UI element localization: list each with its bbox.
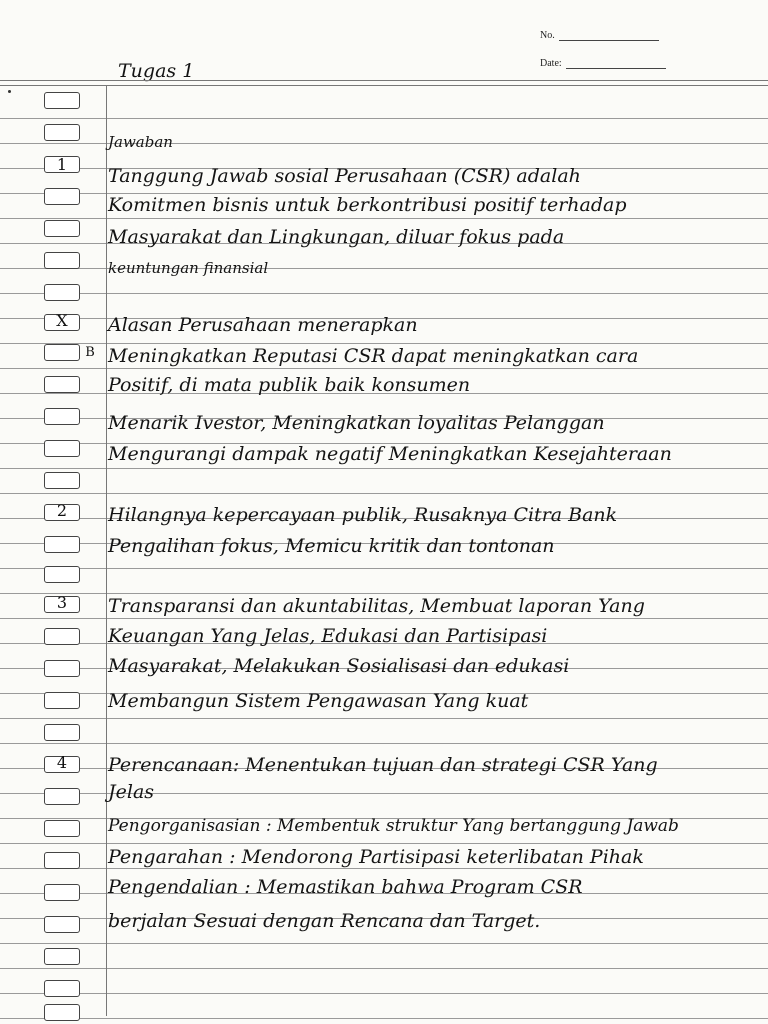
margin-checkbox xyxy=(44,566,80,583)
rule-line xyxy=(0,993,768,994)
margin-checkbox xyxy=(44,724,80,741)
margin-checkbox xyxy=(44,660,80,677)
rule-line xyxy=(0,568,768,569)
margin-checkbox xyxy=(44,820,80,837)
date-label: Date: xyxy=(540,58,562,69)
margin-checkbox xyxy=(44,284,80,301)
text-line: Jelas xyxy=(108,781,155,803)
margin-checkbox xyxy=(44,188,80,205)
text-line: Pengalihan fokus, Memicu kritik dan tontonan xyxy=(108,535,555,557)
text-line: Masyarakat dan Lingkungan, diluar fokus pada xyxy=(108,226,565,248)
margin-line xyxy=(106,86,107,1016)
text-line: Pengarahan : Mendorong Partisipasi keterlibatan Pihak xyxy=(108,846,644,868)
rule-line xyxy=(0,743,768,744)
margin-checkbox xyxy=(44,536,80,553)
margin-checkbox xyxy=(44,440,80,457)
text-line: Pengendalian : Memastikan bahwa Program CSR xyxy=(108,876,583,898)
rule-line xyxy=(0,968,768,969)
page-title: Tugas 1 xyxy=(118,60,195,82)
margin-checkbox xyxy=(44,628,80,645)
margin-checkbox xyxy=(44,788,80,805)
rule-line xyxy=(0,593,768,594)
rule-line xyxy=(0,343,768,344)
rule-line xyxy=(0,218,768,219)
margin-checkbox xyxy=(44,472,80,489)
margin-checkbox xyxy=(44,1004,80,1021)
rule-line xyxy=(0,368,768,369)
text-line: Alasan Perusahaan menerapkan xyxy=(108,314,418,336)
margin-checkbox xyxy=(44,92,80,109)
text-line: Keuangan Yang Jelas, Edukasi dan Partisipasi xyxy=(108,625,548,647)
box-mark-x: X xyxy=(56,311,68,330)
rule-line xyxy=(0,843,768,844)
box-mark-2: 2 xyxy=(56,501,68,520)
rule-line xyxy=(0,1018,768,1019)
text-line: Menarik Ivestor, Meningkatkan loyalitas Pelanggan xyxy=(108,412,605,434)
text-line: Komitmen bisnis untuk berkontribusi positif terhadap xyxy=(108,194,627,216)
margin-checkbox xyxy=(44,124,80,141)
rule-line xyxy=(0,468,768,469)
text-line: keuntungan finansial xyxy=(108,259,269,277)
margin-checkbox xyxy=(44,980,80,997)
answer-heading: Jawaban xyxy=(108,133,173,151)
text-line: Transparansi dan akuntabilitas, Membuat laporan Yang xyxy=(108,595,645,617)
margin-checkbox xyxy=(44,408,80,425)
text-line: Meningkatkan Reputasi CSR dapat meningkatkan cara xyxy=(108,345,639,367)
rule-line xyxy=(0,493,768,494)
rule-line xyxy=(0,618,768,619)
margin-checkbox xyxy=(44,852,80,869)
side-mark: B xyxy=(85,345,95,360)
text-line: Membangun Sistem Pengawasan Yang kuat xyxy=(108,690,529,712)
margin-checkbox xyxy=(44,884,80,901)
text-line: Perencanaan: Menentukan tujuan dan strategi CSR Yang xyxy=(108,754,658,776)
date-line xyxy=(566,68,666,69)
no-line xyxy=(559,40,659,41)
rule-line xyxy=(0,118,768,119)
text-line: Hilangnya kepercayaan publik, Rusaknya Citra Bank xyxy=(108,504,618,526)
box-mark-1: 1 xyxy=(56,155,68,174)
text-line: berjalan Sesuai dengan Rencana dan Target. xyxy=(108,910,541,932)
margin-checkbox xyxy=(44,948,80,965)
margin-checkbox xyxy=(44,220,80,237)
text-line: Mengurangi dampak negatif Meningkatkan Kesejahteraan xyxy=(108,443,672,465)
rule-line xyxy=(0,718,768,719)
text-line: Tanggung Jawab sosial Perusahaan (CSR) adalah xyxy=(108,165,581,187)
text-line: Masyarakat, Melakukan Sosialisasi dan edukasi xyxy=(108,655,570,677)
margin-dot xyxy=(8,90,11,93)
margin-checkbox xyxy=(44,252,80,269)
margin-checkbox xyxy=(44,916,80,933)
date-field xyxy=(540,58,666,69)
rule-line xyxy=(0,293,768,294)
text-line: Pengorganisasian : Membentuk struktur Yang bertanggung Jawab xyxy=(108,816,679,836)
box-mark-4: 4 xyxy=(56,753,68,772)
margin-checkbox xyxy=(44,692,80,709)
no-label: No. xyxy=(540,30,555,41)
no-field xyxy=(540,30,659,41)
header-rule xyxy=(0,80,768,86)
rule-line xyxy=(0,943,768,944)
box-mark-3: 3 xyxy=(56,593,68,612)
margin-checkbox xyxy=(44,376,80,393)
rule-line xyxy=(0,868,768,869)
text-line: Positif, di mata publik baik konsumen xyxy=(108,374,471,396)
margin-checkbox xyxy=(44,344,80,361)
